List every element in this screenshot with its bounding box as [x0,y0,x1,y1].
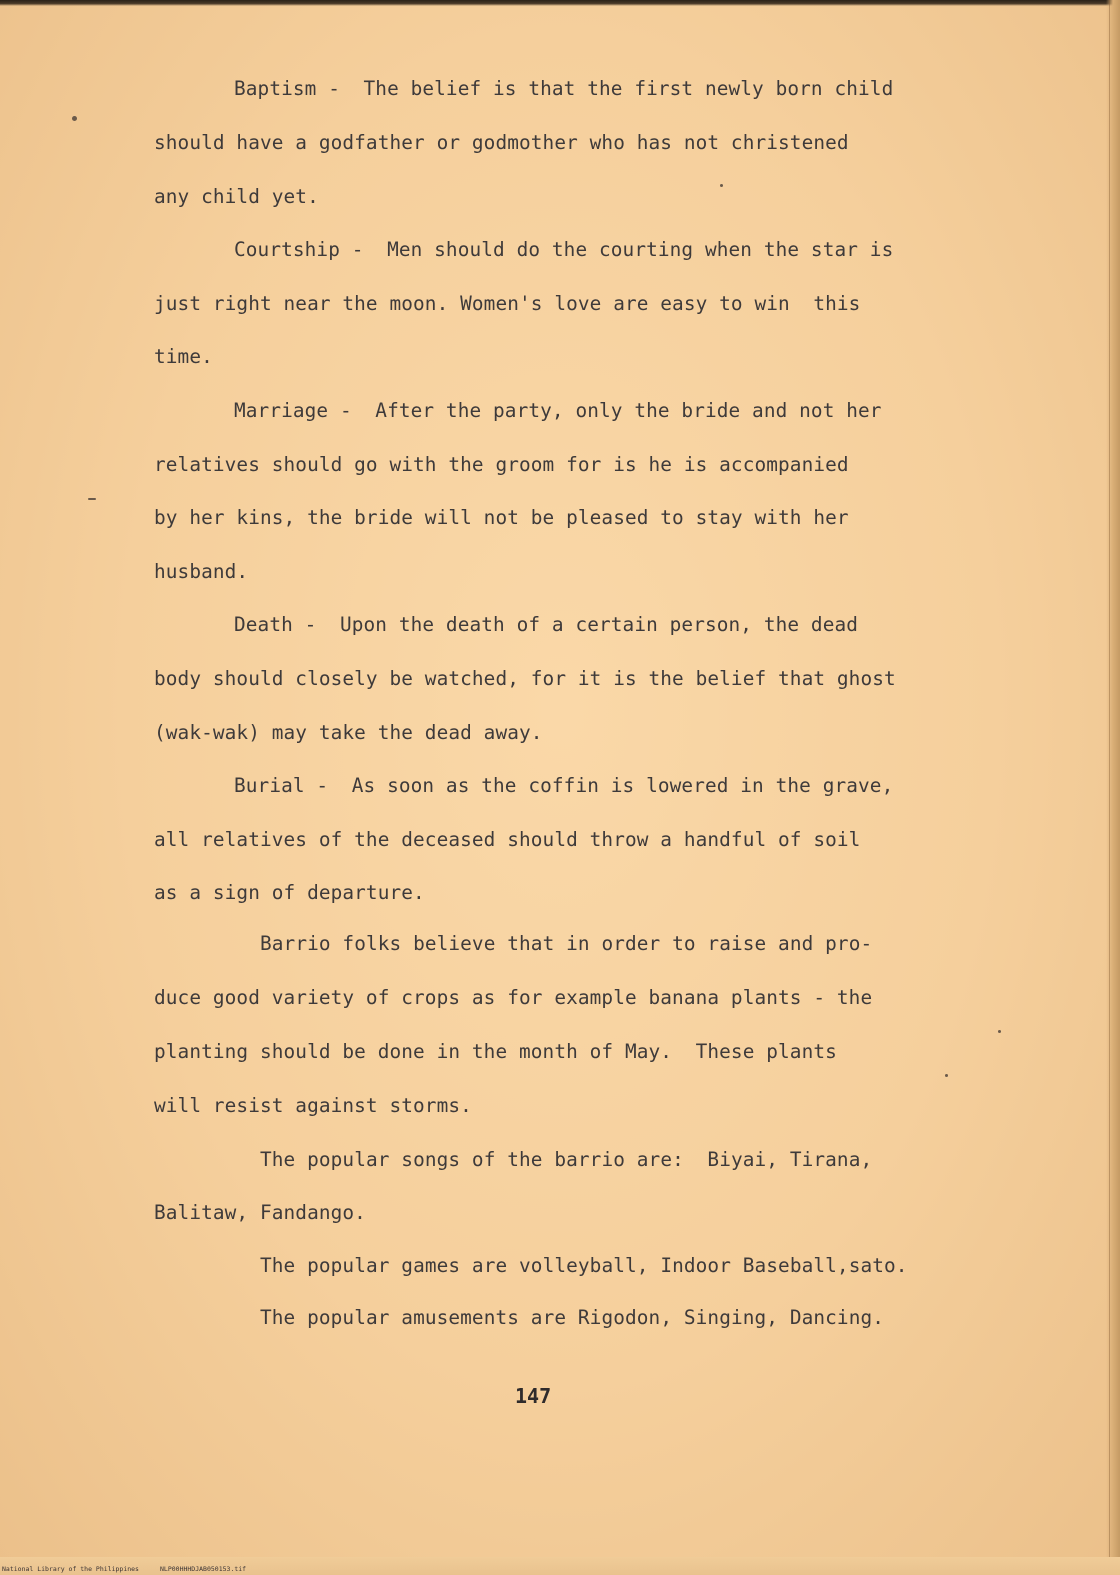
text-line: by her kins, the bride will not be pleased to stay with her [154,506,849,529]
paper-speck [720,184,723,187]
text-line: should have a godfather or godmother who has not christened [154,131,849,154]
paper-speck [72,116,77,121]
text-line: planting should be done in the month of May. These plants [154,1040,837,1063]
text-line: Barrio folks believe that in order to raise and pro- [260,932,873,955]
text-line: Burial - As soon as the coffin is lowered in the grave, [234,774,894,797]
paper-speck [998,1030,1001,1033]
text-line: The popular amusements are Rigodon, Singing, Dancing. [260,1306,885,1329]
footer-file-id: NLP00HHHDJAB050153.tif [160,1565,247,1573]
text-line: Death - Upon the death of a certain person, the dead [234,613,859,636]
footer-library-label: National Library of the Philippines [2,1565,139,1573]
text-line: as a sign of departure. [154,881,425,904]
text-line: duce good variety of crops as for example banana plants - the [154,986,873,1009]
page-top-edge [0,0,1120,6]
page-number: 147 [515,1384,552,1408]
text-line: any child yet. [154,185,319,208]
text-line: Baptism - The belief is that the first newly born child [234,77,894,100]
text-line: (wak-wak) may take the dead away. [154,721,543,744]
text-line: time. [154,345,213,368]
text-line: all relatives of the deceased should throw a handful of soil [154,828,861,851]
text-line: husband. [154,560,249,583]
page-binding-edge [1106,0,1120,1575]
text-line: Marriage - After the party, only the bride and not her [234,399,882,422]
text-line: body should closely be watched, for it is the belief that ghost [154,667,896,690]
paper-speck [945,1074,948,1077]
paper-speck [88,498,96,500]
text-line: just right near the moon. Women's love are easy to win this [154,292,861,315]
text-line: will resist against storms. [154,1094,472,1117]
text-line: relatives should go with the groom for is he is accompanied [154,453,849,476]
text-line: Balitaw, Fandango. [154,1201,366,1224]
text-line: Courtship - Men should do the courting when the star is [234,238,894,261]
text-line: The popular songs of the barrio are: Biyai, Tirana, [260,1148,873,1171]
text-line: The popular games are volleyball, Indoor Baseball,sato. [260,1254,908,1277]
